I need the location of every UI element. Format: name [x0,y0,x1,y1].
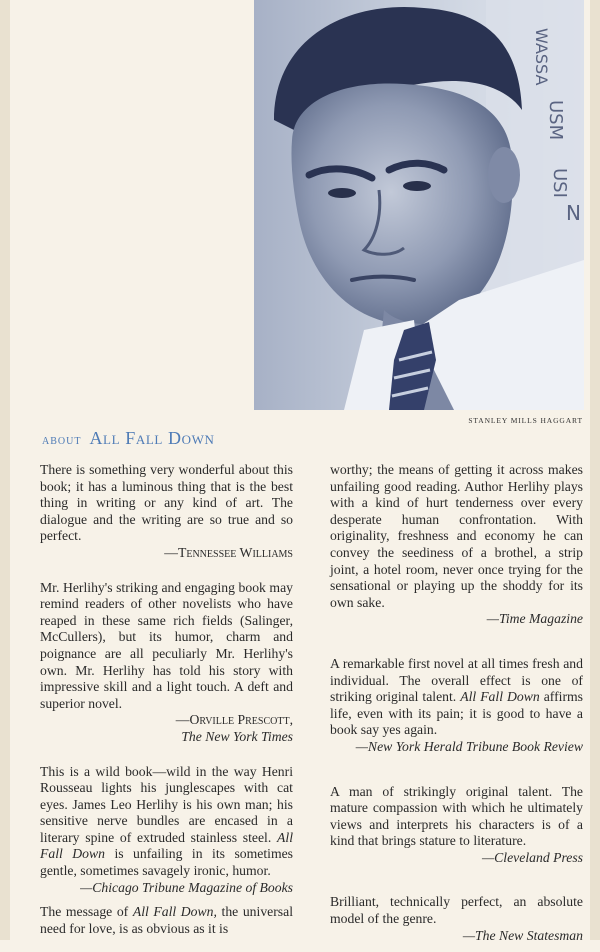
quote-text: Mr. Herlihy's striking and engaging book may remind readers of other novelists who have reaped in these same rich fields (Salinger, McCullers), but its humor, charm and poignance are all peculiarly Mr. Herlihy's own. Mr. Herlihy has told his story with impressive skill and a light touch. A deft and superior novel. [40,579,293,711]
book-title-ref: All Fall Down [460,689,540,705]
review-quote [40,904,293,937]
review-quote [330,784,583,867]
review-quote [40,580,293,746]
photo-credit: STANLEY MILLS HAGGART [468,416,583,425]
quote-text [40,904,293,937]
quote-attribution: —Chicago Tribune Magazine of Books [80,879,293,895]
page-edge-left [0,0,10,940]
review-quote [40,764,293,897]
quote-attribution: —Orville Prescott, [175,712,293,728]
quote-text-part: is unfailing in its sometimes gentle, sometimes savagely ironic, humor. [40,846,293,879]
sign-text-1: WASSA [532,28,551,86]
section-heading [42,428,214,449]
author-photo [254,0,584,410]
review-quote [330,656,583,756]
quote-attribution: —New York Herald Tribune Book Review [355,738,583,754]
review-quote [330,462,583,628]
quote-text [40,764,293,880]
quote-text [330,656,583,739]
page-edge-right [590,0,600,940]
quote-text: worthy; the means of getting it across makes unfailing good reading. Author Herlihy plays with a kind of hurt tenderness over every desperate human confrontation. With originality, freshness and economy he can convey the seediness of a brothel, a strip joint, a hotel room, never once trying for the sensational or playing up the shoddy for its own sake. [330,462,583,610]
quote-text-part: This is a wild book—wild in the way Henri Rousseau lights his junglescapes with cat eyes. James Leo Herlihy is his own man; his sensitive nerve bundles are encased in a literary spine of extruded stainless steel. [40,763,293,845]
review-quote [330,894,583,944]
book-title: All Fall Down [89,428,215,448]
quote-attribution: —The New Statesman [462,927,583,943]
book-title-ref: All Fall Down, [132,904,217,920]
right-column [330,462,583,952]
heading-prefix: about [42,433,82,448]
review-quote [40,462,293,562]
quote-attribution: —Time Magazine [486,611,583,627]
quote-text-part: the universal need for love, is as obvious as it is [40,904,293,936]
quote-attribution: —Tennessee Williams [164,544,293,560]
quote-text-part: The message of [40,904,129,920]
sign-text-3: USI [549,168,570,198]
quote-text-part: A remarkable first novel at all times fresh and individual. The overall effect is one of striking original talent. [330,655,583,705]
book-title-ref: All Fall Down [40,829,294,862]
quote-text: Brilliant, technically perfect, an absolute model of the genre. [330,894,583,927]
quote-text-part: affirms life, even with its pain; it is good to have a book say yes again. [330,689,583,738]
quote-text: There is something very wonderful about this book; it has a luminous thing that is the best thing in writing or any kind of art. The dialogue and the writing are so true and so perfect. [40,462,293,544]
quote-attribution: —Cleveland Press [482,849,583,865]
sign-text-4: N [566,201,581,225]
left-column [40,462,293,945]
sign-text-2: USM [545,100,566,141]
quote-source: The New York Times [181,728,293,744]
quote-text: A man of strikingly original talent. The mature compassion with which he ultimately views and interprets his characters is of a kind that brings stature to literature. [330,783,583,849]
